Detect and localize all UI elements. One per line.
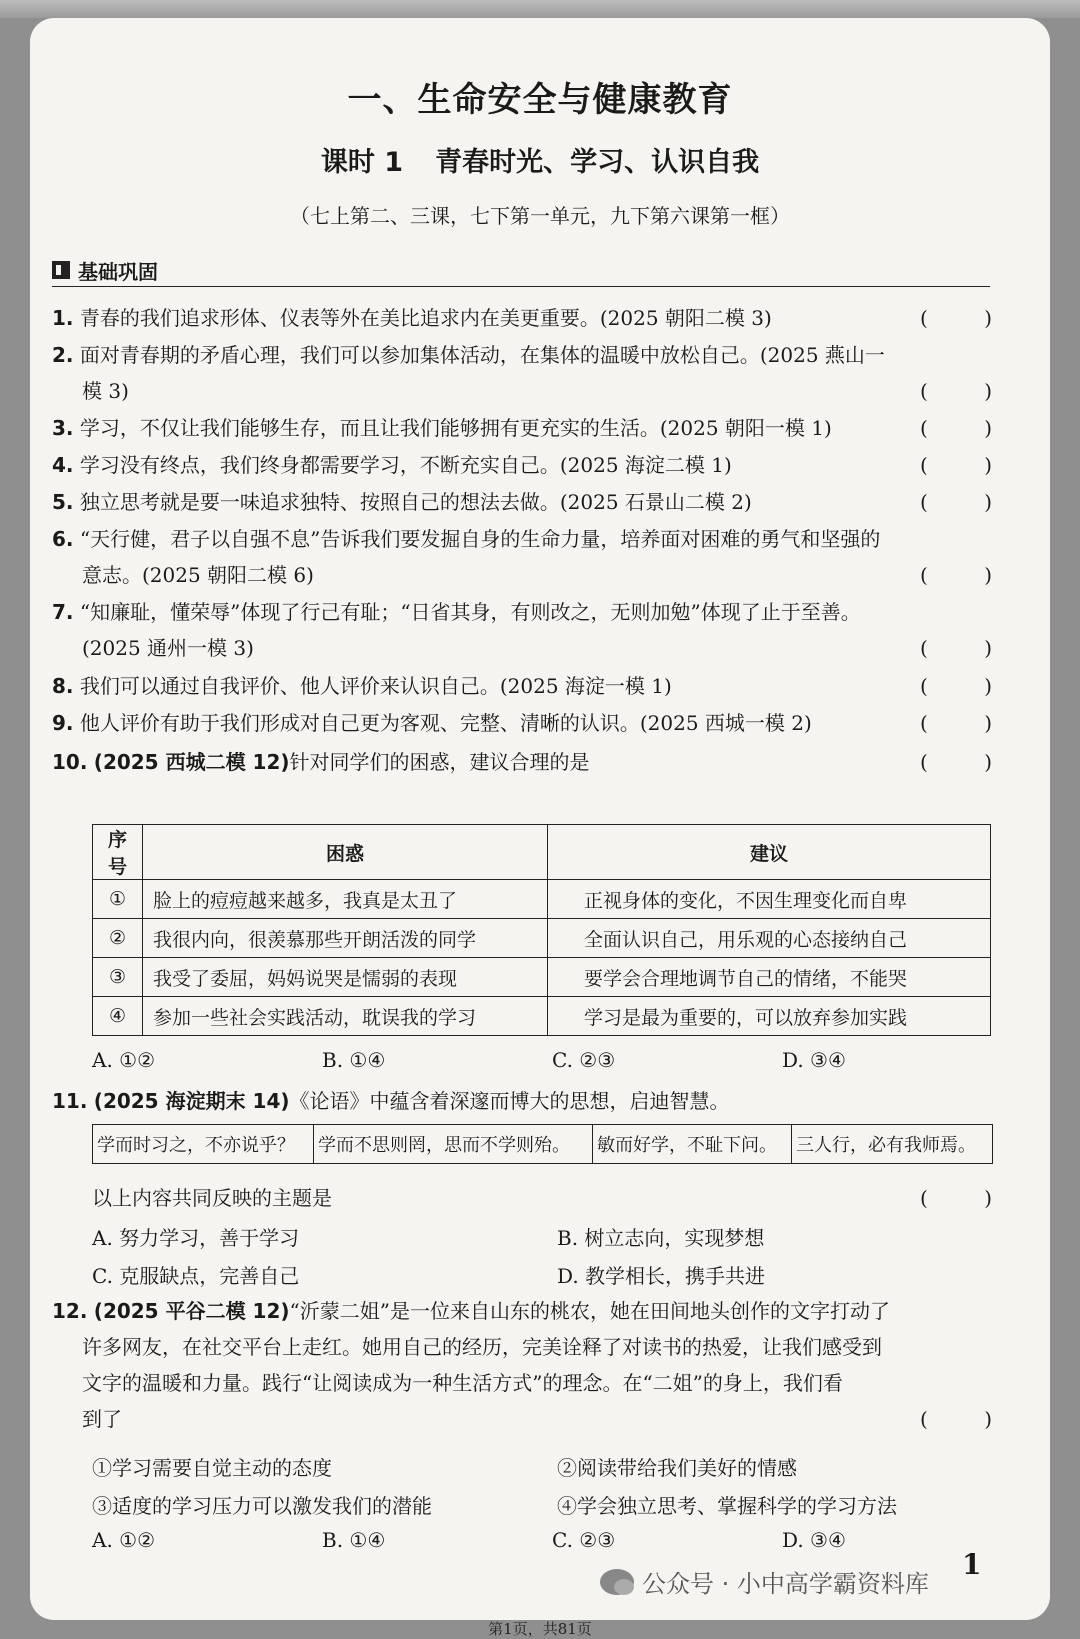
statements-row1	[92, 1452, 992, 1481]
answer-blank[interactable]: ( )	[920, 1407, 992, 1431]
question-text: 青春的我们追求形体、仪表等外在美比追求内在美更重要。(2025 朝阳二模 3)	[79, 306, 772, 330]
question-10	[52, 744, 992, 780]
question-7	[52, 594, 992, 666]
question-text: 独立思考就是要一味追求独特、按照自己的想法去做。(2025 石景山二模 2)	[79, 490, 752, 514]
question-text: 针对同学们的困惑，建议合理的是	[289, 750, 590, 774]
question-4	[52, 447, 992, 483]
section-icon	[52, 261, 70, 279]
question-number: 6.	[52, 527, 74, 551]
question-2	[52, 337, 992, 409]
question-source: (2025 海淀期末 14)	[93, 1089, 290, 1113]
statement-3: ③适度的学习压力可以激发我们的潜能	[92, 1494, 432, 1518]
answer-blank[interactable]: ( )	[920, 750, 992, 774]
lesson-scope: （七上第二、三课，七下第一单元，九下第六课第一框）	[290, 204, 790, 228]
question-text: “沂蒙二姐”是一位来自山东的桃农，她在田间地头创作的文字打动了	[289, 1299, 890, 1323]
question-text-cont: (2025 通州一模 3)	[82, 636, 254, 660]
table-row: ② 我很内向，很羡慕那些开朗活泼的同学 全面认识自己，用乐观的心态接纳自己	[93, 919, 991, 958]
table-header-row	[93, 825, 991, 880]
header-confusion: 困惑	[143, 825, 548, 880]
options-q12	[92, 1528, 992, 1552]
page-footer: 第1页，共81页	[488, 1620, 592, 1638]
question-number: 11.	[52, 1089, 88, 1113]
question-8	[52, 668, 992, 704]
option-a[interactable]: A. ①②	[92, 1528, 156, 1552]
answer-blank[interactable]: ( )	[920, 674, 992, 698]
answer-blank[interactable]: ( )	[920, 453, 992, 477]
question-12: 12. (2025 平谷二模 12)“沂蒙二姐”是一位来自山东的桃农，她在田间地头创作的文字打动了 许多网友，在社交平台上走红。她用自己的经历，完美诠释了对读书的热爱，让我们感受到 文字的温暖和力量。践行“让阅读成为一种生活方式”的理念。在“二姐”的身上，我们看 到了 ( )	[52, 1293, 992, 1437]
question-source: (2025 西城二模 12)	[93, 750, 290, 774]
table-row: ① 脸上的痘痘越来越多，我真是太丑了 正视身体的变化，不因生理变化而自卑	[93, 880, 991, 919]
page-number: 1	[962, 1548, 982, 1581]
answer-blank[interactable]: ( )	[920, 711, 992, 735]
question-9	[52, 705, 992, 741]
header-index: 序号	[93, 825, 143, 880]
answer-blank[interactable]: ( )	[920, 490, 992, 514]
wechat-icon	[600, 1569, 634, 1595]
question-source: (2025 平谷二模 12)	[93, 1299, 290, 1323]
question-1	[52, 300, 992, 336]
header-advice: 建议	[548, 825, 991, 880]
answer-blank[interactable]: ( )	[920, 1186, 992, 1210]
quotes-box	[92, 1124, 993, 1164]
question-text: “天行健，君子以自强不息”告诉我们要发掘自身的生命力量，培养面对困难的勇气和坚强的	[79, 527, 881, 551]
option-c[interactable]: C. ②③	[552, 1528, 616, 1552]
lesson-label: 课时 1	[320, 147, 404, 178]
watermark	[600, 1564, 929, 1599]
section-header	[52, 254, 990, 287]
table-row: ④ 参加一些社会实践活动，耽误我的学习 学习是最为重要的，可以放弃参加实践	[93, 997, 991, 1036]
statement-4: ④学会独立思考、掌握科学的学习方法	[557, 1494, 897, 1518]
unit-title: 一、生命安全与健康教育	[347, 80, 733, 120]
option-b[interactable]: B. 树立志向，实现梦想	[557, 1226, 765, 1250]
statement-2: ②阅读带给我们美好的情感	[557, 1456, 797, 1480]
option-c[interactable]: C. 克服缺点，完善自己	[92, 1264, 300, 1288]
quote-4: 三人行，必有我师焉。	[796, 1135, 976, 1156]
section-title: 基础巩固	[78, 259, 158, 284]
answer-blank[interactable]: ( )	[920, 379, 992, 403]
statements-row2	[92, 1490, 992, 1519]
option-d[interactable]: D. ③④	[782, 1048, 846, 1072]
scan-top-edge	[0, 0, 1080, 18]
question-number: 1.	[52, 306, 74, 330]
options-q10	[92, 1048, 992, 1072]
question-text-cont: 模 3)	[82, 379, 129, 403]
answer-blank[interactable]: ( )	[920, 306, 992, 330]
question-number: 12.	[52, 1299, 88, 1323]
lesson-name: 青春时光、学习、认识自我	[435, 147, 760, 178]
question-number: 3.	[52, 416, 74, 440]
quote-1: 学而时习之，不亦说乎？	[93, 1125, 314, 1163]
answer-blank[interactable]: ( )	[920, 636, 992, 660]
options-q11-row2	[92, 1260, 992, 1289]
option-b[interactable]: B. ①④	[322, 1048, 386, 1072]
option-d[interactable]: D. 教学相长，携手共进	[557, 1264, 766, 1288]
option-c[interactable]: C. ②③	[552, 1048, 616, 1072]
question-number: 5.	[52, 490, 74, 514]
question-number: 4.	[52, 453, 74, 477]
statement-1: ①学习需要自觉主动的态度	[92, 1456, 332, 1480]
question-number: 10.	[52, 750, 88, 774]
question-text: “知廉耻，懂荣辱”体现了行己有耻；“日省其身，有则改之，无则加勉”体现了止于至善。	[79, 600, 861, 624]
option-b[interactable]: B. ①④	[322, 1528, 386, 1552]
question-text: 我们可以通过自我评价、他人评价来认识自己。(2025 海淀一模 1)	[79, 674, 672, 698]
option-a[interactable]: A. ①②	[92, 1048, 156, 1072]
question-text: 他人评价有助于我们形成对自己更为客观、完整、清晰的认识。(2025 西城一模 2)	[79, 711, 812, 735]
question-number: 8.	[52, 674, 74, 698]
question-text: 学习，不仅让我们能够生存，而且让我们能够拥有更充实的生活。(2025 朝阳一模 1)	[79, 416, 832, 440]
question-number: 9.	[52, 711, 74, 735]
question-text: 《论语》中蕴含着深邃而博大的思想，启迪智慧。	[289, 1089, 730, 1113]
lesson-title	[0, 140, 1080, 179]
confusion-table	[92, 824, 991, 1036]
option-d[interactable]: D. ③④	[782, 1528, 846, 1552]
question-3	[52, 410, 992, 446]
watermark-text: 公众号 · 小中高学霸资料库	[642, 1570, 929, 1598]
option-a[interactable]: A. 努力学习，善于学习	[92, 1226, 300, 1250]
question-number: 2.	[52, 343, 74, 367]
question-11	[52, 1083, 992, 1119]
options-q11-row1	[92, 1222, 992, 1251]
answer-blank[interactable]: ( )	[920, 563, 992, 587]
question-text: 面对青春期的矛盾心理，我们可以参加集体活动，在集体的温暖中放松自己。(2025 燕山一	[79, 343, 885, 367]
question-text-cont: 意志。(2025 朝阳二模 6)	[82, 563, 314, 587]
question-text: 学习没有终点，我们终身都需要学习，不断充实自己。(2025 海淀二模 1)	[79, 453, 732, 477]
answer-blank[interactable]: ( )	[920, 416, 992, 440]
question-number: 7.	[52, 600, 74, 624]
table-row: ③ 我受了委屈，妈妈说哭是懦弱的表现 要学会合理地调节自己的情绪，不能哭	[93, 958, 991, 997]
question-11-prompt: 以上内容共同反映的主题是 ( )	[92, 1180, 992, 1216]
quote-2: 学而不思则罔，思而不学则殆。	[314, 1125, 593, 1163]
question-5	[52, 484, 992, 520]
quote-3: 敏而好学，不耻下问。	[593, 1125, 792, 1163]
question-6	[52, 521, 992, 593]
